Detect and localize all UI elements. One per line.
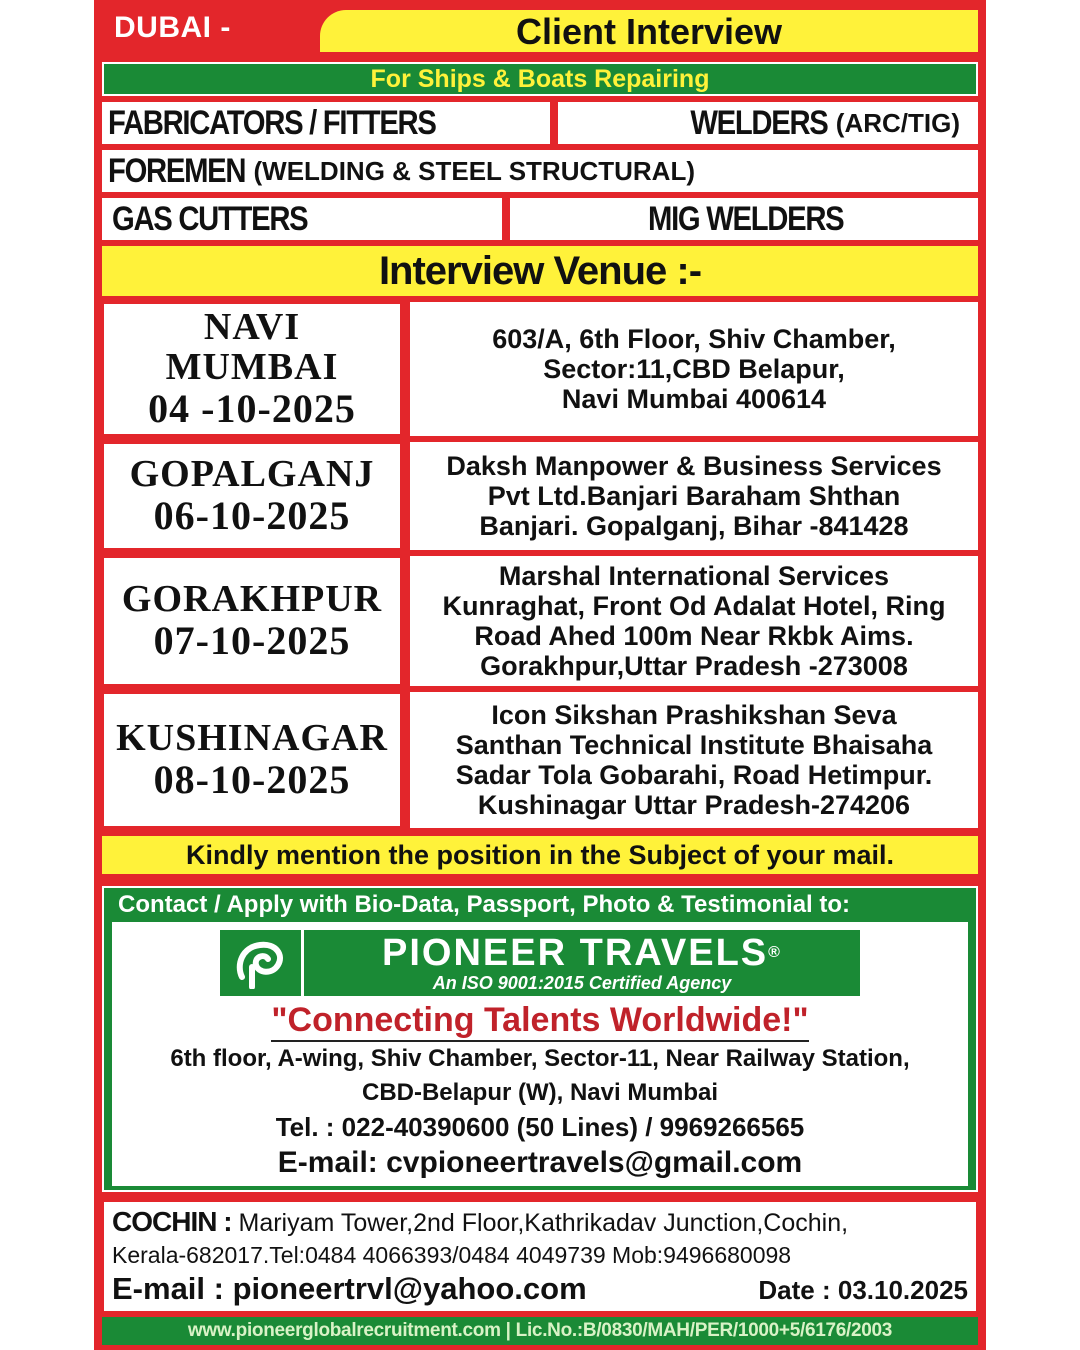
venue-address: 603/A, 6th Floor, Shiv Chamber, Sector:11,CBD Belapur, Navi Mumbai 400614 xyxy=(410,302,978,436)
footer-website-license: www.pioneerglobalrecruitment.com | Lic.No.:B/0830/MAH/PER/1000+5/6176/2003 xyxy=(102,1317,978,1345)
venue-address: Marshal International Services Kunraghat, Front Od Adalat Hotel, Ring Road Ahed 100m Near Rkbk Aims. Gorakhpur,Uttar Pradesh -273008 xyxy=(410,556,978,686)
cochin-address-line2: Kerala-682017.Tel:0484 4066393/0484 4049739 Mob:9496680098 xyxy=(112,1242,792,1268)
job-poster xyxy=(94,0,986,1350)
venue-city-date xyxy=(102,442,402,550)
contact-heading: Contact / Apply with Bio-Data, Passport, Photo & Testimonial to: xyxy=(118,891,851,918)
position-gas-cutters: GAS CUTTERS xyxy=(102,198,502,240)
company-tagline: "Connecting Talents Worldwide!" xyxy=(271,1000,808,1042)
cochin-office xyxy=(102,1200,978,1313)
logo-text xyxy=(304,933,860,993)
venue-heading: Interview Venue :- xyxy=(102,246,978,296)
contact-email[interactable]: E-mail: cvpioneertravels@gmail.com xyxy=(277,1146,803,1179)
venue-date: 06-10-2025 xyxy=(153,493,351,538)
contact-details xyxy=(112,922,968,1186)
positions-row-2 xyxy=(102,150,978,192)
posting-date: Date : 03.10.2025 xyxy=(758,1275,968,1305)
office-address-line2: CBD-Belapur (W), Navi Mumbai xyxy=(361,1079,718,1106)
pioneer-logo-icon xyxy=(220,930,304,996)
office-address-line1: 6th floor, A-wing, Shiv Chamber, Sector-11, Near Railway Station, xyxy=(170,1045,910,1072)
venue-city: GOPALGANJ xyxy=(129,453,375,495)
position-mig-welders: MIG WELDERS xyxy=(510,198,978,240)
venue-gopalganj xyxy=(102,442,978,550)
venue-kushinagar xyxy=(102,692,978,828)
cochin-address-line1: COCHIN : Mariyam Tower,2nd Floor,Kathrikadav Junction,Cochin, xyxy=(112,1206,849,1237)
location-label: DUBAI - xyxy=(102,6,312,54)
office-phone: Tel. : 022-40390600 (50 Lines) / 9969266565 xyxy=(275,1112,805,1142)
contact-section xyxy=(102,886,978,1192)
position-fabricators: FABRICATORS / FITTERS xyxy=(102,102,550,144)
position-welders: WELDERS (ARC/TIG) xyxy=(558,102,978,144)
venue-address: Daksh Manpower & Business Services Pvt Ltd.Banjari Baraham Shthan Banjari. Gopalganj, Bihar -841428 xyxy=(410,442,978,550)
venue-city-date xyxy=(102,692,402,828)
position-foremen: FOREMEN (WELDING & STEEL STRUCTURAL) xyxy=(102,150,978,192)
venue-city-date xyxy=(102,556,402,686)
venue-date: 04 -10-2025 xyxy=(148,386,356,431)
venue-address: Icon Sikshan Prashikshan Seva Santhan Technical Institute Bhaisaha Sadar Tola Gobarahi, Road Hetimpur. Kushinagar Uttar Pradesh-274206 xyxy=(410,692,978,828)
poster-header xyxy=(102,6,978,54)
cochin-email[interactable]: E-mail : pioneertrvl@yahoo.com xyxy=(112,1271,587,1306)
registered-mark: ® xyxy=(768,944,782,961)
certification-label: An ISO 9001:2015 Certified Agency xyxy=(432,973,732,993)
poster-title: Client Interview xyxy=(320,10,978,52)
industry-subtitle: For Ships & Boats Repairing xyxy=(102,62,978,96)
venue-gorakhpur xyxy=(102,556,978,686)
company-name: PIONEER TRAVELS xyxy=(382,932,769,974)
venue-city: NAVI MUMBAI xyxy=(165,306,339,388)
venue-navi-mumbai xyxy=(102,302,978,436)
subject-notice: Kindly mention the position in the Subject of your mail. xyxy=(102,836,978,874)
cochin-label: COCHIN : xyxy=(112,1206,232,1237)
venue-city-date xyxy=(102,302,402,436)
venue-city: KUSHINAGAR xyxy=(116,717,388,759)
positions-row-3 xyxy=(102,198,978,240)
venue-city: GORAKHPUR xyxy=(121,578,383,620)
venue-date: 07-10-2025 xyxy=(153,618,351,663)
venue-date: 08-10-2025 xyxy=(153,757,351,802)
positions-row-1 xyxy=(102,102,978,144)
cochin-contact xyxy=(112,1271,968,1307)
company-logo xyxy=(220,930,860,996)
